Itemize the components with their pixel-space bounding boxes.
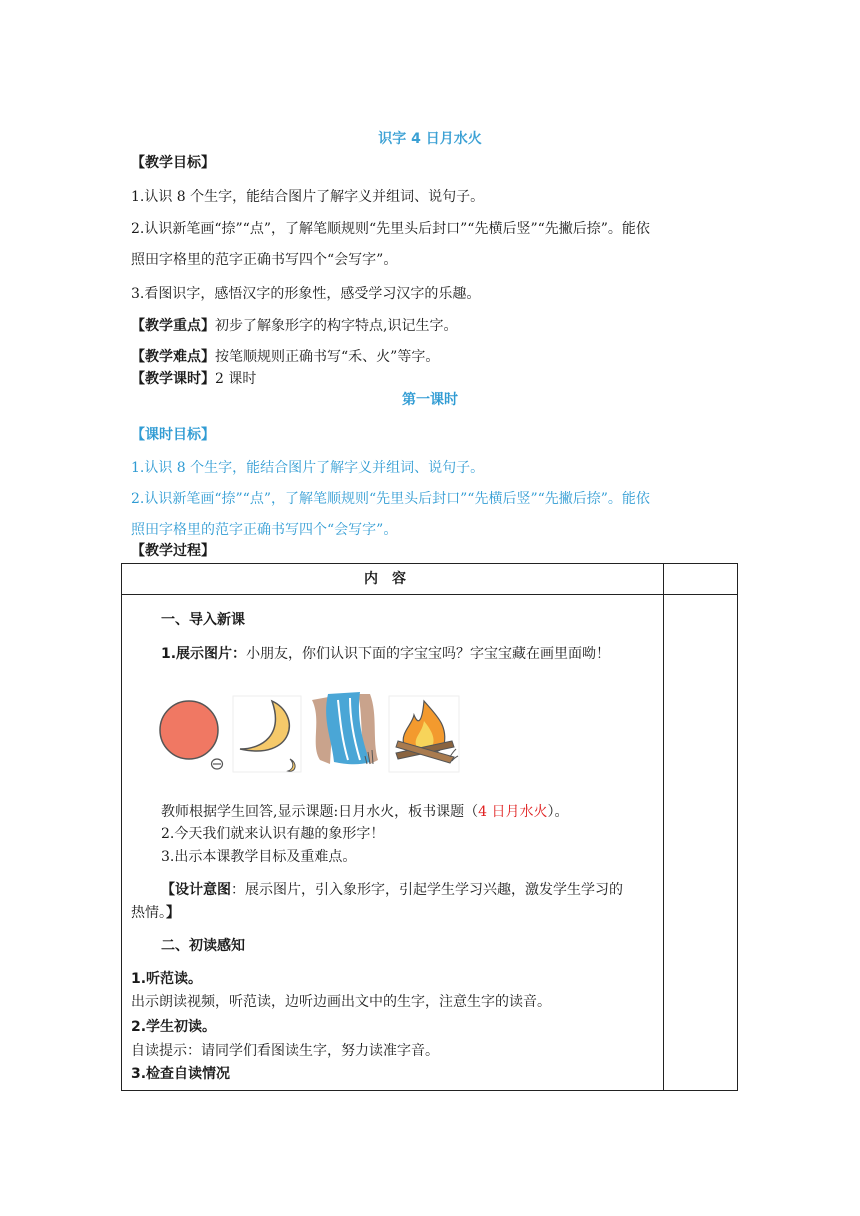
- table-header-divider: [121, 594, 738, 595]
- s1-item-1: [161, 643, 610, 663]
- difficulties-label: 【教学难点】: [131, 349, 215, 365]
- lesson-title: 第一课时: [402, 392, 458, 408]
- difficulties: [131, 346, 439, 366]
- key-points-label: 【教学重点】: [131, 318, 215, 334]
- lesson-objectives-heading: 【课时目标】: [131, 427, 215, 443]
- design-label: 【设计意图: [161, 882, 231, 898]
- design-text: ：展示图片，引入象形字，引起学生学习兴趣，激发学生学习的: [231, 882, 623, 898]
- fire-picture: [388, 695, 462, 775]
- s2-item-2-text: 自读提示：请同学们看图读生字，努力读准字音。: [131, 1043, 439, 1059]
- table-header-content: 内容: [364, 571, 420, 587]
- s2-item-1-text: 出示朗读视频，听范读，边听边画出文中的生字，注意生字的读音。: [131, 994, 551, 1010]
- objective-2-cont: 照田字格里的范字正确书写四个“会写字”。: [131, 252, 398, 268]
- section-1-title: 一、导入新课: [161, 612, 245, 628]
- design-cont: 热情。: [131, 905, 166, 921]
- design-intent-cont: [131, 902, 180, 922]
- s1-item-1-text: 小朋友，你们认识下面的字宝宝吗？字宝宝藏在画里面呦！: [246, 646, 611, 662]
- s1-item-1-label: 1.展示图片：: [161, 646, 247, 662]
- water-picture: [308, 690, 380, 772]
- process-heading: 【教学过程】: [131, 543, 215, 559]
- sun-picture: [156, 695, 228, 775]
- s1-item-3: 3.出示本课教学目标及重难点。: [161, 849, 357, 865]
- lesson-objective-2: 2.认识新笔画“捺”“点”，了解笔顺规则“先里头后封口”“先横后竖”“先撇后捺”。能依: [131, 491, 650, 507]
- s1-item-2: 2.今天我们就来认识有趣的象形字！: [161, 826, 385, 842]
- fire-icon: [388, 695, 462, 775]
- lesson-objective-2-cont: 照田字格里的范字正确书写四个“会写字”。: [131, 522, 398, 538]
- teacher-text: [161, 801, 569, 821]
- objectives-heading: 【教学目标】: [131, 155, 215, 171]
- teacher-text-red: 4 日月水火: [478, 804, 548, 820]
- design-close: 】: [166, 905, 180, 921]
- objective-1: 1.认识 8 个生字，能结合图片了解字义并组词、说句子。: [131, 189, 485, 205]
- hours-text: 2 课时: [215, 371, 257, 387]
- moon-picture: [232, 695, 304, 775]
- table-column-divider: [663, 563, 664, 1091]
- water-icon: [308, 690, 380, 772]
- s2-item-3-label: 3.检查自读情况: [131, 1066, 231, 1082]
- teacher-text-end: ）。: [547, 804, 569, 820]
- hours-label: 【教学课时】: [131, 371, 215, 387]
- key-points: [131, 315, 457, 335]
- page-title: 识字 4 日月水火: [378, 131, 482, 147]
- objective-2: 2.认识新笔画“捺”“点”，了解笔顺规则“先里头后封口”“先横后竖”“先撇后捺”。能依: [131, 221, 650, 237]
- objective-3: 3.看图识字，感悟汉字的形象性，感受学习汉字的乐趣。: [131, 286, 481, 302]
- difficulties-text: 按笔顺规则正确书写“禾、火”等字。: [215, 349, 440, 365]
- s2-item-2-label: 2.学生初读。: [131, 1019, 217, 1035]
- moon-icon: [232, 695, 304, 775]
- lesson-objective-1: 1.认识 8 个生字，能结合图片了解字义并组词、说句子。: [131, 460, 485, 476]
- section-2-title: 二、初读感知: [161, 938, 245, 954]
- design-intent: [161, 879, 623, 899]
- key-points-text: 初步了解象形字的构字特点,识记生字。: [215, 318, 458, 334]
- teacher-text-main: 教师根据学生回答,显示课题:日月水火，板书课题（: [161, 804, 479, 820]
- hours: [131, 368, 256, 388]
- s2-item-1-label: 1.听范读。: [131, 971, 203, 987]
- sun-icon: [156, 695, 228, 775]
